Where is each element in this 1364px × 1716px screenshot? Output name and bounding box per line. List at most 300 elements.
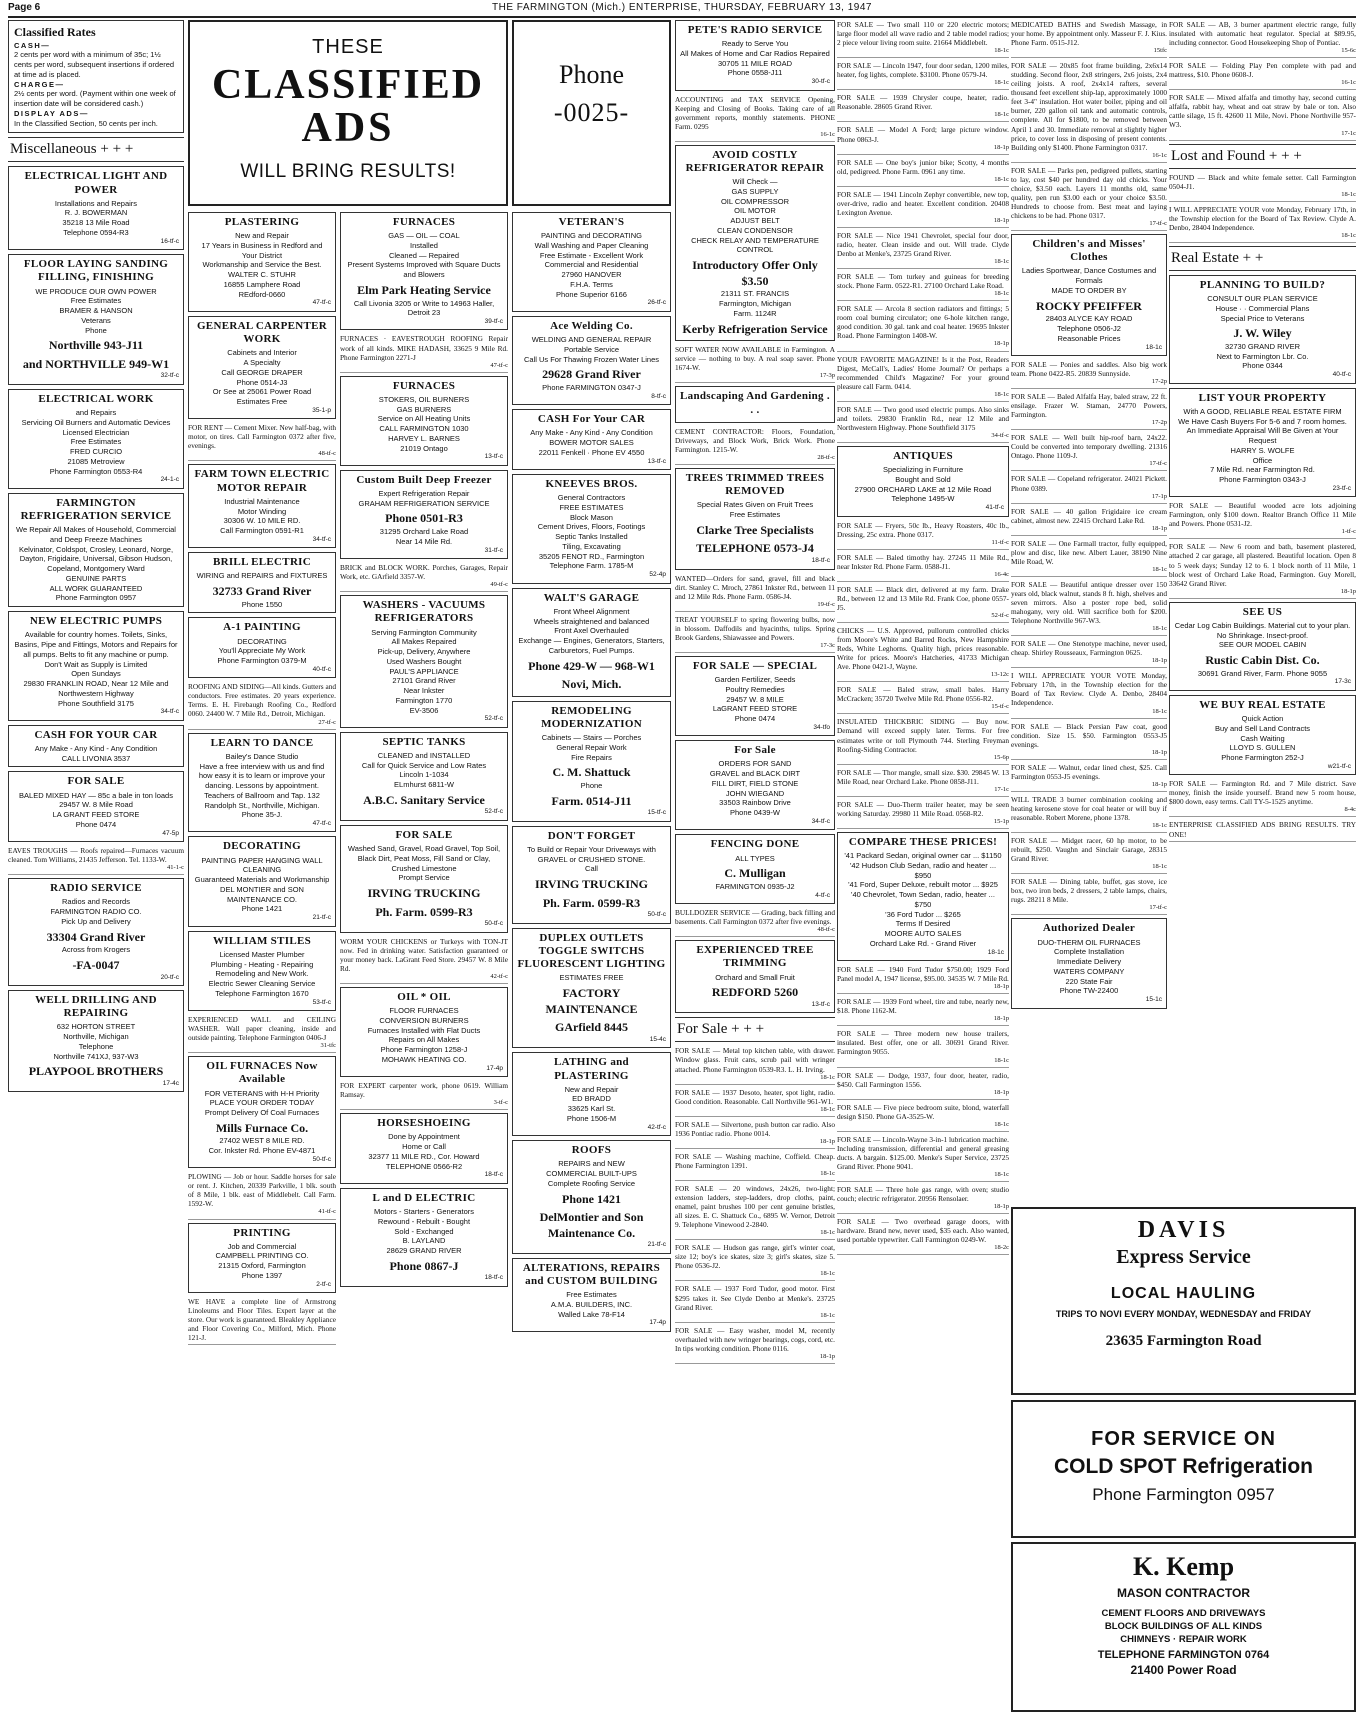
ad-line: Phone TW-22400 [1059, 986, 1119, 996]
ad-line: House · · Commercial Plans [1215, 303, 1310, 313]
ad-code: 52-tf-c [484, 715, 503, 723]
ad-code: 18-1c [987, 948, 1004, 956]
ad-line: Prompt Service [398, 873, 450, 883]
ad-title: FURNACES [392, 379, 456, 392]
ad-line: Fire Repairs [571, 752, 612, 762]
classified-code: 41-1-c [167, 864, 184, 872]
ad-line: Sold - Exchanged [394, 1226, 454, 1236]
classified-text: FOR SALE — 1937 Ford Tudor, good motor. First $295 takes it. See Clyde Denbo at Menke's. 23725 Grand River. [675, 1284, 835, 1312]
ad-line: Cement Drives, Floors, Footings [537, 522, 646, 532]
classified-code: 17-2p [1151, 378, 1167, 386]
banner-line-2: CLASSIFIED [211, 62, 485, 108]
classified-code: 17-1c [994, 785, 1009, 793]
col8-real-estate-2 [1169, 779, 1356, 841]
classified-banner [188, 20, 508, 206]
ad-line: DUO-THERM OIL FURNACES [1037, 937, 1141, 947]
ad-title: VETERAN'S [558, 216, 625, 228]
rates-charge-text: 2½ cents per word. (Payment within one week of insertion date will be considered cash.) [14, 89, 176, 109]
classified-text: BULLDOZER SERVICE — Grading, back filling and basements. Call Farmington 0372 after five evenings. [675, 908, 835, 927]
classified-text: TREAT YOURSELF to spring flowering bulbs, now in blossom. Daffodils and hyacinths, tulips. Spring Brook Gardens, Shiawassee and Powers. [675, 614, 835, 642]
ad-title: HORSESHOEING [377, 1117, 471, 1130]
display-ad [675, 468, 835, 570]
classified-item [837, 685, 1009, 714]
classified-item [675, 574, 835, 612]
kemp-line-4: BLOCK BUILDINGS OF ALL KINDS [1104, 1621, 1263, 1632]
classified-code: 8-4c [1344, 806, 1356, 814]
display-ad [512, 928, 671, 1049]
classified-item [675, 1152, 835, 1181]
ad-line: Reasonable Prices [1057, 333, 1121, 343]
ad-line: WE PRODUCE OUR OWN POWER [35, 286, 157, 296]
ad-line: Rewound - Rebuilt - Bought [377, 1216, 471, 1226]
classified-text: FOR SALE — Washing machine, Coffield. Cheap. Phone Farmington 1391. [675, 1151, 835, 1170]
ad-line: Farmington 1770 [395, 695, 453, 705]
classified-code: 27-tf-c [318, 718, 336, 726]
ad-line: Commercial and Residential [544, 260, 639, 270]
ad-highlight-2: Novi, Mich. [561, 677, 622, 692]
classified-item [837, 521, 1009, 550]
classified-item [1011, 166, 1167, 231]
ad-title: Ace Welding Co. [550, 319, 633, 332]
ad-line: OIL COMPRESSOR [720, 196, 790, 206]
col5-classifieds-4 [675, 574, 835, 653]
kemp-line-5: CHIMNEYS · REPAIR WORK [1120, 1634, 1247, 1645]
classified-text: WE HAVE a complete line of Armstrong Linoleums and Floor Tiles. Expert layer at the store. Our work is guaranteed. Bleakley Appliance and Floor Covering Co., Milford, Mich. Phone 121-J. [188, 1297, 336, 1343]
display-ad [188, 212, 336, 312]
ad-code: 30-tf-c [811, 78, 830, 86]
classified-item [837, 304, 1009, 351]
classified-text: FOR SALE — Three hole gas range, with oven; studio couch; electric refrigerator. 20956 Rensolaer. [837, 1185, 1009, 1204]
classified-code: 18-1c [1341, 231, 1356, 239]
ad-line: Phone 0439-W [729, 808, 781, 818]
classified-code: 18-1c [1152, 707, 1167, 715]
ad-highlight-2: Ph. Farm. 0599-R3 [375, 904, 473, 919]
display-ad [188, 931, 336, 1011]
ad-line: Across from Krogers [61, 945, 131, 955]
col1-classifieds [8, 846, 184, 875]
classified-item [1011, 392, 1167, 430]
classified-text: FOUND — Black and white female setter. Call Farmington 0504-J1. [1169, 172, 1356, 191]
ad-line: Front Axel Overhauled [554, 626, 629, 636]
ad-line: Phone Farmington 252-J [1221, 753, 1304, 763]
ad-line: BRAMER & HANSON [59, 306, 133, 316]
ad-code: 18-tf-c [484, 1274, 503, 1282]
ad-title: WALT'S GARAGE [543, 591, 640, 604]
ad-line: Exchange — Engines, Generators, Starters, Carburetors, Fuel Pumps. [518, 636, 665, 655]
classified-rates-box [8, 20, 184, 133]
classified-code: 18-1c [1152, 863, 1167, 871]
classified-text: CEMENT CONTRACTOR: Floors, Foundation, Driveways, and Block Work, Brick Work. Phone Farmington. 1215-W. [675, 426, 835, 454]
display-ad [340, 1188, 508, 1287]
classified-item [675, 95, 835, 142]
ad-title: FOR SALE — SPECIAL [692, 659, 818, 672]
classified-text: FOR SALE — Thor mangle, small size. $30. 29845 W. 13 Mile Road, near Orchard Lake. Phone 0858-J11. [837, 767, 1009, 786]
ad-line: Have a free interview with us and find how easy it is to learn or improve your dancing. Lessons by appointment. Teachers of Ballroom and Tap. 132 Randolph St., Northville, Michigan. Phone 35-J. [198, 761, 326, 820]
davis-title: DAVIS [1137, 1217, 1230, 1243]
davis-address: 23635 Farmington Road [1105, 1333, 1262, 1349]
ad-line: ORDERS FOR SAND [718, 759, 792, 769]
phone-label: Phone [559, 60, 624, 89]
ad-title: WILLIAM STILES [212, 934, 312, 947]
classified-code: 18-1c [820, 1311, 835, 1319]
ad-code: 40-tf-c [312, 665, 331, 673]
ad-line: 30691 Grand River, Farm. Phone 9055 [1197, 668, 1328, 678]
col2-classifieds-2 [188, 682, 336, 729]
col3-classifieds [340, 334, 508, 372]
ad-highlight: REDFORD 5260 [711, 985, 799, 1000]
classified-text: I WILL APPRECIATE YOUR vote Monday, February 17th, in the Township election for the Board of Tax Review. Clyde A. Denbo, 28404 Independence. [1169, 204, 1356, 232]
ad-highlight: ROCKY PFEIFFER [1036, 298, 1142, 313]
ad-line: and Repairs [75, 408, 117, 418]
ad-line: Will Check — [732, 177, 778, 187]
classified-code: 16-1c [820, 130, 835, 138]
ad-line: Any Make - Any Kind - Any Condition [530, 428, 653, 438]
section-for-sale: For Sale + + + [675, 1017, 835, 1042]
ad-code: 13-tf-c [811, 1000, 830, 1008]
ad-line: Special Price to Veterans [1220, 313, 1305, 323]
ad-highlight: PLAYPOOL BROTHERS [28, 1064, 164, 1079]
col3-classifieds-2 [340, 563, 508, 592]
ad-line: Wheels straightened and balanced [533, 616, 650, 626]
ad-line: Phone [85, 325, 107, 335]
ad-line: 30705 11 MILE ROAD [717, 58, 793, 68]
rates-display-text: In the Classified Section, 50 cents per inch. [14, 118, 158, 128]
banner-line-3: ADS [301, 105, 395, 152]
ad-line: ADJUST BELT [730, 216, 780, 226]
ad-line: Pick-up, Delivery, Anywhere [377, 647, 471, 657]
classified-code: 18-1c [994, 1120, 1009, 1128]
ad-line: We Repair All Makes of Household, Commercial and Deep Freeze Machines [16, 525, 176, 544]
ad-highlight: C. Mulligan [724, 866, 786, 881]
col6-for-sale [837, 20, 1009, 443]
classified-code: 15-6c [1341, 47, 1356, 55]
clothes-ad [1011, 234, 1167, 356]
classified-code: 3-tf-c [493, 1099, 508, 1107]
ad-line: HARVEY L. BARNES [388, 433, 460, 443]
display-ad [188, 617, 336, 678]
classified-text: ENTERPRISE CLASSIFIED ADS BRING RESULTS. TRY ONE! [1169, 820, 1356, 839]
vote-notice [1011, 671, 1167, 718]
ad-line: REdford-0660 [238, 289, 286, 299]
classified-item [675, 1184, 835, 1240]
col2-classifieds-5 [188, 1297, 336, 1345]
ad-title: Authorized Dealer [1042, 922, 1136, 935]
ad-line: Bailey's Dance Studio [225, 751, 299, 761]
classified-text: FOR SALE — Ponies and saddles. Also big work team. Phone 0422-R5. 20839 Sunnyside. [1011, 359, 1167, 378]
ad-code: 47-5p [162, 829, 179, 837]
ad-highlight: J. W. Wiley [1233, 326, 1292, 341]
ad-code: 18-tf-c [484, 1171, 503, 1179]
classified-text: FOR SALE — One boy's junior bike; Scotty, 4 months old, pedigreed. Phone Farm. 0961 any time. [837, 157, 1009, 176]
ad-line: GENUINE PARTS [65, 573, 127, 583]
classified-item [675, 1088, 835, 1117]
ad-line: Remodeling and New Work. [215, 969, 309, 979]
classified-code: 31-tfc [320, 1042, 336, 1050]
classified-code: 47-tf-c [490, 361, 508, 369]
ad-line: JOHN WIEGAND [725, 788, 785, 798]
col8-real-estate [1169, 501, 1356, 598]
classified-item [837, 355, 1009, 402]
ad-code: 35-1-p [312, 406, 331, 414]
classified-text: FOR SALE — Baled Alfalfa Hay, baled straw, 22 ft. ensilage. Frazer W. Staman, 24770 Powers, Farmington. [1011, 392, 1167, 420]
display-ad [512, 588, 671, 697]
col2-ads [188, 212, 336, 419]
ad-title: TREES TRIMMED TREES REMOVED [685, 472, 825, 498]
display-ad [188, 316, 336, 419]
ad-line: Bought and Sold [895, 474, 951, 484]
display-ad [512, 474, 671, 584]
ad-line: Guaranteed Materials and Workmanship [194, 875, 330, 885]
ad-line: Servicing Oil Burners and Automatic Devices [21, 417, 171, 427]
ad-line: With A GOOD, RELIABLE REAL ESTATE FIRM [1183, 406, 1342, 416]
classified-text: FOR SALE — 1939 Chrysler coupe, heater, radio. Reasonable. 28605 Grand River. [837, 93, 1009, 112]
classified-text: FOR SALE — Parks pen, pedigreed pullets, starting to lay, cost $40 per hundred day old chicks. Your choice, $3.50 each. Layers 11 months old, same quality, pen run $3.00 each or your choice $3.50. Hundreds to choose from. Best meat and laying chickens to be had. Phone 0317. [1011, 165, 1167, 220]
classified-code: 18-1c [1152, 822, 1167, 830]
ad-title: FARMINGTON REFRIGERATION SERVICE [20, 496, 172, 522]
ad-line: Licensed Electrician [62, 427, 130, 437]
ad-line: Poultry Remedies [725, 684, 785, 694]
classified-text: FOR SALE — Dining table, buffet, gas stove, ice box, two iron beds, 2 dressers, 2 table lamps, chairs, rugs. 28211 8 Mile. [1011, 877, 1167, 905]
classified-text: FOR EXPERT carpenter work, phone 0619. William Ramsay. [340, 1081, 508, 1100]
coldspot-line-1: FOR SERVICE ON [1091, 1428, 1276, 1450]
duo-therm-ad [1011, 918, 1167, 1008]
ad-line: Phone 0558-J11 [727, 68, 783, 78]
ad-code: 40-tf-c [1332, 371, 1351, 379]
ad-line: Phone Farmington 0379-M [217, 656, 307, 666]
ad-line: Northville, Michigan [63, 1032, 129, 1042]
classified-text: FOR SALE — 1941 Lincoln Zephyr convertible, new top, over-drive, radio and heater. Excellent condition. 20408 Lexington Avenue. [837, 189, 1009, 217]
display-ad [8, 878, 184, 986]
ad-line: LLOYD S. GULLEN [1229, 743, 1296, 753]
ad-line: Block Mason [570, 512, 613, 522]
col4-ads [512, 212, 671, 1332]
classified-text: FOR SALE — Beautiful antique dresser over 150 years old, black walnut, stands 8 ft. high, shelves and seven mirrors. Also a poster rope bed, solid mahogany, very old. Will sacrifice both for $200. Telephone Northville 967-W3. [1011, 579, 1167, 626]
ad-line: Phone FARMINGTON 0347-J [542, 382, 641, 392]
ad-title: PRINTING [233, 1226, 291, 1239]
ad-code: 15-1c [1145, 996, 1162, 1004]
ad-title: Custom Built Deep Freezer [356, 473, 492, 486]
ad-line: Job and Commercial [227, 1241, 297, 1251]
classified-item [837, 553, 1009, 582]
ad-line: TELEPHONE 0566-R2 [385, 1161, 463, 1171]
ad-title: PLASTERING [224, 216, 300, 228]
classified-code: 17-tf-c [1149, 904, 1167, 912]
classified-code: 19-tf-c [817, 600, 835, 608]
display-ad [1011, 234, 1167, 356]
classified-text: FOR SALE — Arcola 8 section radiators and fittings; 5 room coal burning circulator; one 6-hole kitchen range, good condition. 30 gal. tank and coal heater. 19695 Inkster Road. Phone Farmington 1408-W. [837, 304, 1009, 341]
ad-line: All Makes Repaired [391, 637, 457, 647]
classified-code: 28-tf-c [817, 453, 835, 461]
ad-line: 21311 ST. FRANCIS [720, 289, 790, 299]
ad-line: General Contractors [557, 493, 626, 503]
classified-item [1169, 542, 1356, 598]
ad-code: 32-tf-c [160, 372, 179, 380]
ad-code: 53-tf-c [312, 998, 331, 1006]
ad-title: BRILL ELECTRIC [212, 556, 312, 569]
ad-line: Cabinets — Stairs — Porches [541, 733, 642, 743]
classified-code: 15-tf-c [991, 703, 1009, 711]
ad-title: EXPERIENCED TREE TRIMMING [696, 944, 814, 970]
kemp-line-3: CEMENT FLOORS AND DRIVEWAYS [1101, 1608, 1266, 1619]
classified-code: 18-1c [994, 1171, 1009, 1179]
ad-title: L and D ELECTRIC [372, 1191, 476, 1204]
ad-line: 32377 11 MILE RD., Cor. Howard [368, 1151, 480, 1161]
classified-item [675, 1243, 835, 1281]
classified-item [675, 427, 835, 465]
display-ad [188, 464, 336, 548]
ad-code: 47-tf-c [312, 820, 331, 828]
classified-item [675, 615, 835, 653]
ad-line: STOKERS, OIL BURNERS [378, 394, 470, 404]
ad-line: Phone 0344 [1242, 361, 1283, 371]
ad-line: BALED MIXED HAY — 85c a bale in ton loads [19, 790, 173, 800]
ad-line: Estimates Free [236, 397, 288, 406]
ad-line: REPAIRS and NEW [558, 1159, 625, 1169]
ad-title: ANTIQUES [893, 449, 953, 462]
column-6 [837, 20, 1009, 1712]
classified-text: FOR SALE — Two small 110 or 220 electric motors; large floor model all wave radio and 2 table model radios; 2 piece velour living room suite. 21664 Middlebelt. [837, 20, 1009, 48]
classified-text: BRICK and BLOCK WORK. Porches, Garages, Repair Work, etc. GArfield 3357-W. [340, 563, 508, 582]
ad-line: Near Inkster [403, 686, 445, 696]
classified-item [1011, 639, 1167, 668]
ad-line: Free Estimates [70, 437, 122, 447]
classified-item [837, 158, 1009, 187]
column-1 [8, 20, 184, 1712]
section-lost-found: Lost and Found + + + [1169, 144, 1356, 169]
ad-line: Office [1252, 455, 1273, 465]
classified-text: FOR SALE — Baled timothy hay. 27245 11 Mile Rd., near Inkster Rd. Phone Farm. 0588-J1. [837, 552, 1009, 571]
ad-highlight: Introductory Offer Only $3.50 [692, 258, 818, 288]
ad-line: Licensed Master Plumber [219, 949, 305, 959]
ad-line: CAMPBELL PRINTING CO. [215, 1251, 309, 1261]
display-ad [675, 740, 835, 830]
col7-for-sale-3 [1011, 722, 1167, 916]
classified-code: 17-1p [1151, 492, 1167, 500]
ad-line: ED BRADD [572, 1094, 611, 1104]
classified-item [340, 334, 508, 372]
classified-text: FOR SALE — Two overhead garage doors, with hardware. Brand new, never used, $35 each. Also wanted, used portable typewriter. Call Farmington 0249-W. [837, 1217, 1009, 1245]
ad-title: FURNACES [392, 216, 456, 228]
col7-for-sale-2 [1011, 360, 1167, 668]
column-3 [340, 212, 508, 1712]
ad-title: REMODELING MODERNIZATION [541, 704, 642, 730]
ad-line: Used Washers Bought [386, 656, 462, 666]
ad-line: FARMINGTON 0935-J2 [715, 881, 795, 891]
ad-line: 33625 Karl St. [567, 1104, 616, 1114]
classified-text: FOR SALE — Fryers, 50c lb., Heavy Roasters, 40c lb., Dressing, 25c extra. Phone 0317. [837, 520, 1009, 539]
ad-line: Motors - Starters - Generators [373, 1207, 475, 1217]
column-7 [1011, 20, 1167, 1203]
classified-text: FOR SALE — Lincoln 1947, four door sedan, 1200 miles, heater, fog lights, complete. $3100. Phone 0579-J4. [837, 61, 1009, 80]
classified-text: FOR SALE — Tom turkey and guineas for breeding stock. Phone Farm. 0522-R1. 27100 Orchard Lake Road. [837, 272, 1009, 291]
classified-code: 18-1p [993, 1088, 1009, 1096]
ad-line: Free Estimates [566, 1290, 617, 1300]
kemp-address: 21400 Power Road [1130, 1663, 1237, 1677]
classified-text: FOR SALE — Black Persian Paw coat, good condition. Size 15. $50. Farmington 0553-J5 evenings. [1011, 721, 1167, 749]
ad-line: New and Repair [564, 1084, 619, 1094]
ad-line: WALTER C. STUHR [228, 270, 296, 280]
classified-code: 18-1p [1151, 748, 1167, 756]
display-ad [8, 990, 184, 1092]
ad-code: 17-4p [649, 1319, 666, 1327]
ad-title: FLOOR LAYING SANDING FILLING, FINISHING [23, 258, 169, 284]
ad-line: '41 Packard Sedan, original owner car ... $1150 [844, 851, 1002, 861]
display-ad [1011, 918, 1167, 1008]
ad-line: Terms If Desired [895, 919, 951, 929]
display-ad [188, 552, 336, 613]
classified-code: 17-2p [1151, 419, 1167, 427]
col3-classifieds-3 [340, 937, 508, 984]
ad-line: 32730 GRAND RIVER [1224, 341, 1301, 351]
ad-highlight: Phone 429-W — 968-W1 [528, 658, 655, 673]
ad-line: MOHAWK HEATING CO. [381, 1054, 467, 1064]
display-ad [340, 595, 508, 728]
ad-line: Free Estimate - Excellent Work [539, 250, 644, 260]
ad-highlight: C. M. Shattuck [552, 765, 631, 780]
classified-code: 15-1p [993, 817, 1009, 825]
ad-code: 50-tf-c [312, 1155, 331, 1163]
ad-line: GAS BURNERS [396, 404, 452, 414]
classified-code: 11-tf-c [991, 538, 1009, 546]
ad-line: 21019 Ontago [400, 443, 448, 453]
ad-line: GRAVEL and BLACK DIRT [709, 769, 801, 779]
ad-line: Furnaces Installed with Flat Ducts [367, 1025, 481, 1035]
classified-code: 16-1c [1152, 151, 1167, 159]
ad-title: KNEEVES BROS. [545, 477, 638, 490]
ad-line: Cash Waiting [1240, 733, 1285, 743]
ad-line: Don't Wait as Supply is Limited [44, 659, 148, 669]
ad-line: Near 14 Mile Rd. [395, 536, 453, 546]
ad-highlight: Phone 0867-J [389, 1258, 459, 1273]
col1-ads [8, 166, 184, 842]
classified-item [837, 93, 1009, 122]
davis-hauling: LOCAL HAULING [1110, 1285, 1257, 1302]
classified-item [1011, 580, 1167, 636]
ad-line: An Immediate Appraisal Will Be Given at Your Request [1186, 426, 1339, 446]
classified-text: FOR SALE — Baled straw, small bales. Harry McCracken; 35720 Twelve Mile Rd. Phone 0556-R2. [837, 685, 1009, 704]
classified-item [1011, 20, 1167, 58]
ad-line: DEL MONTIER and SON MAINTENANCE CO. [220, 884, 304, 904]
ad-line: Phone Farmington 0343-J [1219, 475, 1306, 485]
classified-item [340, 563, 508, 592]
classified-code: 17-1c [1341, 129, 1356, 137]
ad-line: All Makes of Home and Car Radios Repaired [680, 48, 830, 58]
ad-line: Open Sundays [71, 669, 121, 679]
classified-text: FOR SALE — Metal top kitchen table, with drawer. Window glass. Fruit cans, scrub pail with wringer attached. Phone Farmington 0539-R3. L. H. Irving. [675, 1046, 835, 1074]
classified-code: 18-1c [994, 79, 1009, 87]
classified-item [837, 997, 1009, 1026]
ad-line: Service on All Heating Units [377, 414, 471, 424]
classified-item [837, 1135, 1009, 1182]
display-ad [8, 611, 184, 721]
col6-for-sale-2 [837, 521, 1009, 829]
ad-line: Free Estimates [729, 510, 781, 520]
display-ad [340, 212, 508, 330]
classified-item [837, 405, 1009, 443]
ad-line: PLACE YOUR ORDER TODAY [209, 1098, 315, 1108]
ad-line: Orchard Lake Rd. - Grand River [869, 938, 977, 948]
classified-item [1011, 433, 1167, 471]
ad-line: 28629 GRAND RIVER [386, 1246, 462, 1256]
ad-code: 4-tf-c [815, 891, 830, 899]
classified-code: 52-tf-c [991, 611, 1009, 619]
coldspot-line-3: Phone Farmington 0957 [1092, 1485, 1275, 1504]
ad-line: New and Repair [235, 231, 289, 241]
classified-item [1011, 795, 1167, 833]
classified-item [1011, 61, 1167, 163]
ad-line: Complete Roofing Service [547, 1178, 636, 1188]
display-ad [512, 316, 671, 405]
